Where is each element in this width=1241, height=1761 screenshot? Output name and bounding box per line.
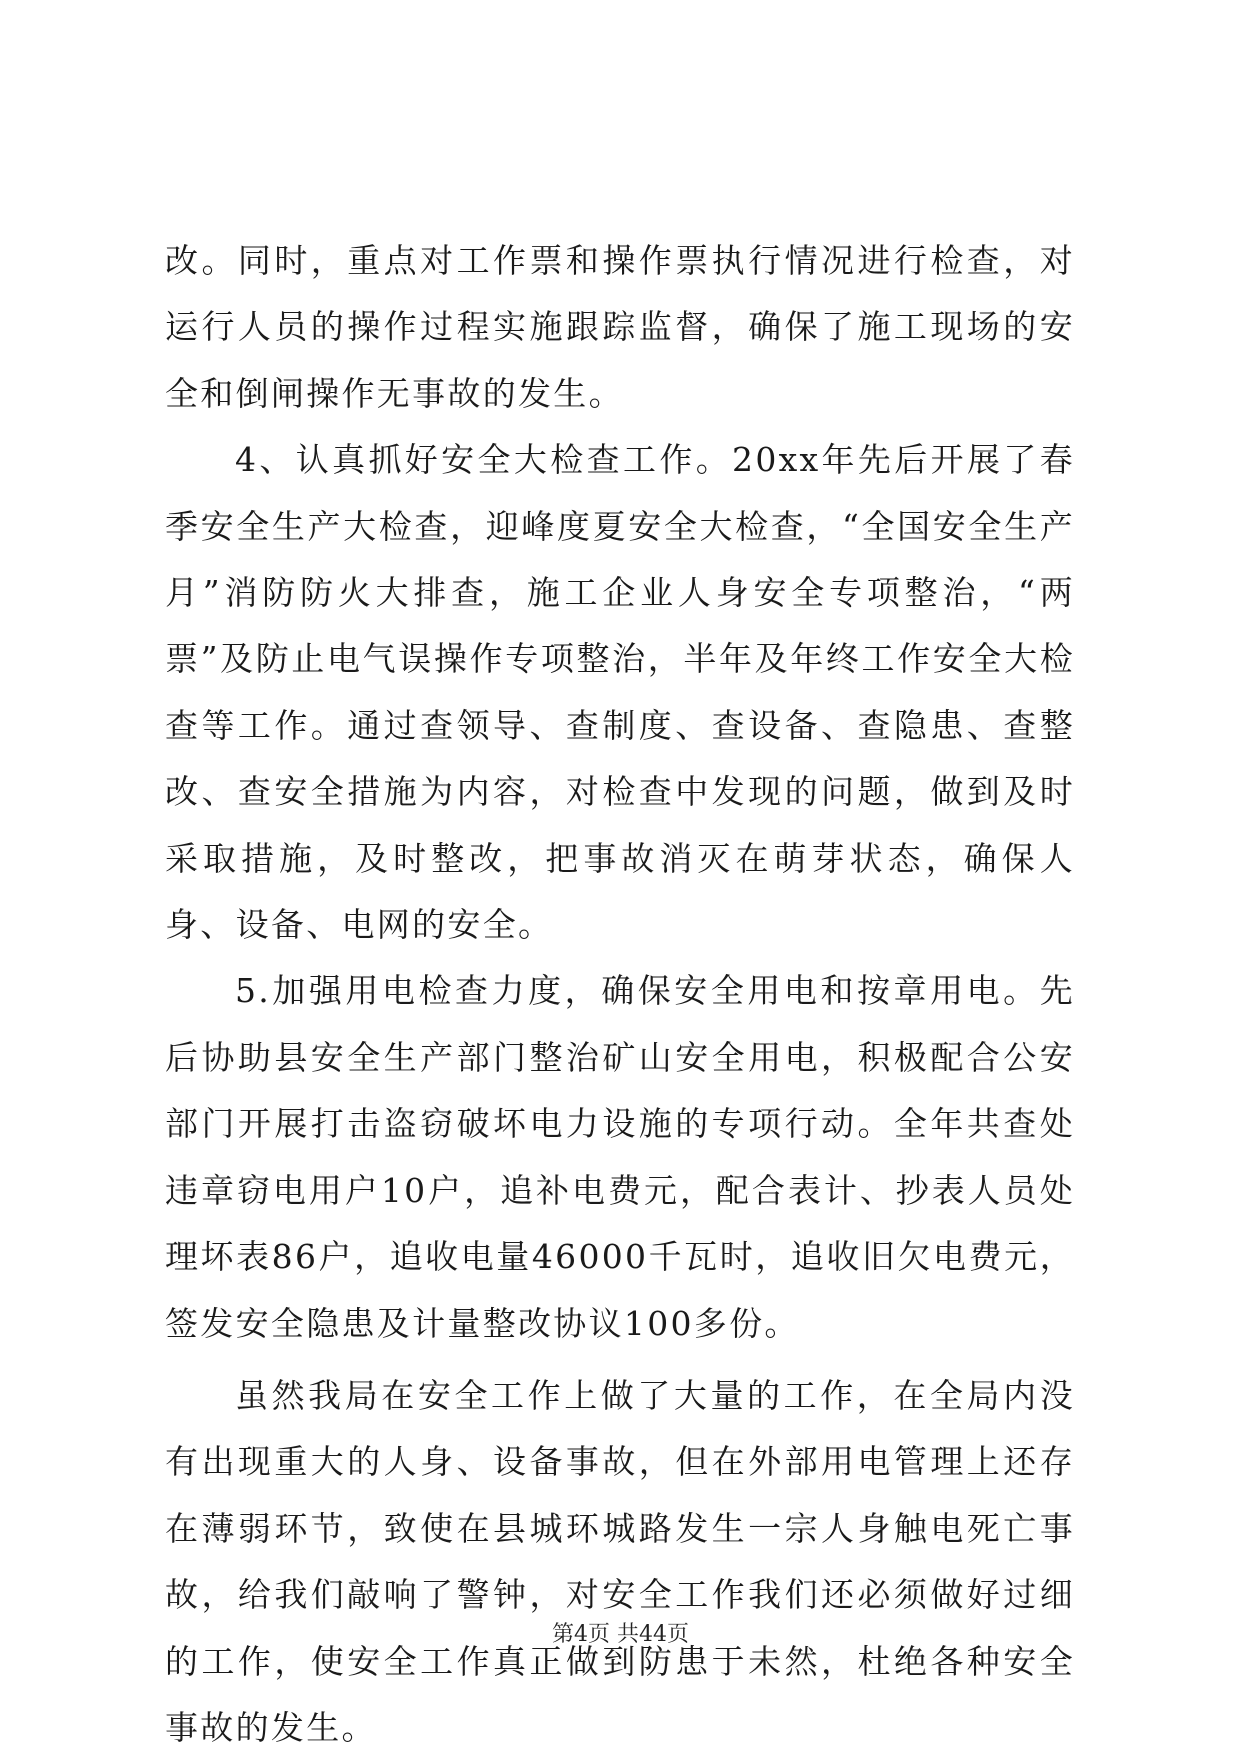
document-body <box>165 228 1075 1761</box>
paragraph-conclusion: 虽然我局在安全工作上做了大量的工作，在全局内没有出现重大的人身、设备事故，但在外部用电管理上还存在薄弱环节，致使在县城环城路发生一宗人身触电死亡事故，给我们敲响了警钟，对安全工作我们还必须做好过细的工作，使安全工作真正做到防患于未然，杜绝各种安全事故的发生。 <box>165 1375 1075 1747</box>
paragraph-electricity-inspection: 5.加强用电检查力度，确保安全用电和按章用电。先后协助县安全生产部门整治矿山安全用电，积极配合公安部门开展打击盗窃破坏电力设施的专项行动。全年共查处违章窃电用户10户，追补电费元，配合表计、抄表人员处理坏表86户，追收电量46000千瓦时，追收旧欠电费元，签发安全隐患及计量整改协议100多份。 <box>165 971 1075 1343</box>
paragraph-continuation: 改。同时，重点对工作票和操作票执行情况进行检查，对运行人员的操作过程实施跟踪监督，确保了施工现场的安全和倒闸操作无事故的发生。 <box>165 241 1075 413</box>
page-footer: 第4页 共44页 <box>552 1622 689 1647</box>
paragraph-safety-inspection: 4、认真抓好安全大检查工作。20xx年先后开展了春季安全生产大检查，迎峰度夏安全大检查，“全国安全生产月”消防防火大排查，施工企业人身安全专项整治，“两票”及防止电气误操作专项整治，半年及年终工作安全大检查等工作。通过查领导、查制度、查设备、查隐患、查整改、查安全措施为内容，对检查中发现的问题，做到及时采取措施，及时整改，把事故消灭在萌芽状态，确保人身、设备、电网的安全。 <box>165 440 1075 945</box>
